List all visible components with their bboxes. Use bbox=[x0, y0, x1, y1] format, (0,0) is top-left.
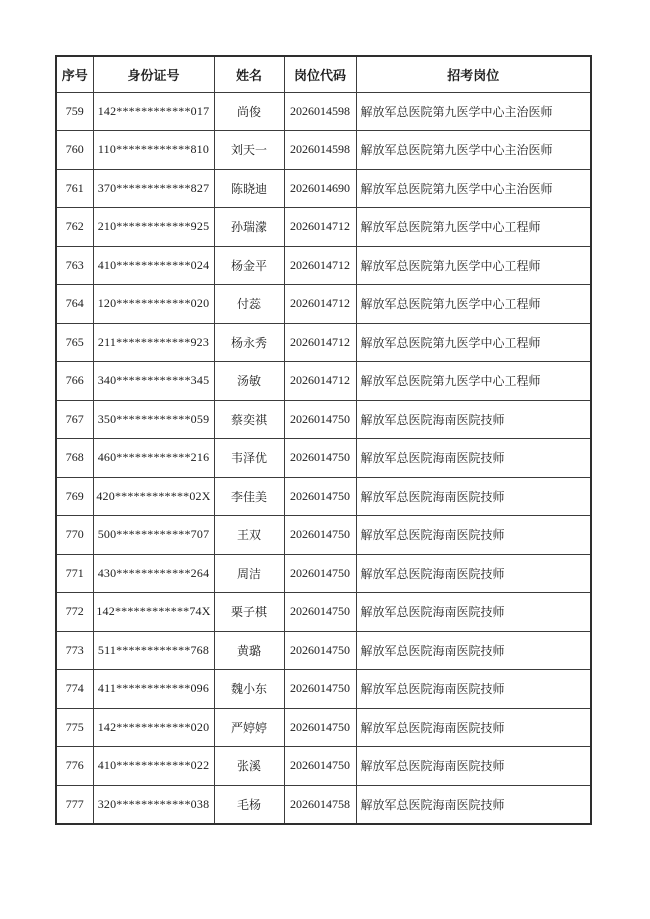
cell-name: 栗子棋 bbox=[214, 593, 284, 632]
cell-position: 解放军总医院海南医院技师 bbox=[356, 708, 591, 747]
header-cell-id: 身份证号 bbox=[93, 56, 214, 92]
cell-position: 解放军总医院海南医院技师 bbox=[356, 593, 591, 632]
cell-no: 772 bbox=[56, 593, 93, 632]
cell-id_number: 420************02X bbox=[93, 477, 214, 516]
table-row bbox=[56, 92, 591, 131]
cell-position: 解放军总医院海南医院技师 bbox=[356, 477, 591, 516]
table-row bbox=[56, 131, 591, 170]
cell-code: 2026014598 bbox=[284, 131, 356, 170]
cell-id_number: 142************74X bbox=[93, 593, 214, 632]
table-header-row bbox=[56, 56, 591, 92]
table-row bbox=[56, 670, 591, 709]
cell-name: 蔡奕祺 bbox=[214, 400, 284, 439]
cell-position: 解放军总医院海南医院技师 bbox=[356, 554, 591, 593]
cell-position: 解放军总医院海南医院技师 bbox=[356, 747, 591, 786]
cell-id_number: 142************020 bbox=[93, 708, 214, 747]
cell-id_number: 350************059 bbox=[93, 400, 214, 439]
cell-code: 2026014750 bbox=[284, 747, 356, 786]
cell-name: 周洁 bbox=[214, 554, 284, 593]
cell-position: 解放军总医院海南医院技师 bbox=[356, 670, 591, 709]
cell-no: 770 bbox=[56, 516, 93, 555]
cell-id_number: 370************827 bbox=[93, 169, 214, 208]
cell-id_number: 511************768 bbox=[93, 631, 214, 670]
cell-id_number: 142************017 bbox=[93, 92, 214, 131]
cell-no: 759 bbox=[56, 92, 93, 131]
cell-name: 陈晓迪 bbox=[214, 169, 284, 208]
cell-position: 解放军总医院第九医学中心主治医师 bbox=[356, 131, 591, 170]
cell-id_number: 210************925 bbox=[93, 208, 214, 247]
cell-code: 2026014750 bbox=[284, 670, 356, 709]
table-row bbox=[56, 323, 591, 362]
cell-id_number: 340************345 bbox=[93, 362, 214, 401]
cell-no: 769 bbox=[56, 477, 93, 516]
cell-code: 2026014750 bbox=[284, 708, 356, 747]
cell-name: 韦泽优 bbox=[214, 439, 284, 478]
table-row bbox=[56, 285, 591, 324]
table-row bbox=[56, 708, 591, 747]
table-row bbox=[56, 554, 591, 593]
cell-code: 2026014750 bbox=[284, 554, 356, 593]
cell-no: 761 bbox=[56, 169, 93, 208]
cell-code: 2026014750 bbox=[284, 593, 356, 632]
table-row bbox=[56, 747, 591, 786]
cell-name: 付蕊 bbox=[214, 285, 284, 324]
cell-no: 774 bbox=[56, 670, 93, 709]
cell-no: 777 bbox=[56, 785, 93, 824]
cell-name: 黄璐 bbox=[214, 631, 284, 670]
cell-code: 2026014712 bbox=[284, 246, 356, 285]
cell-code: 2026014690 bbox=[284, 169, 356, 208]
cell-code: 2026014758 bbox=[284, 785, 356, 824]
table-row bbox=[56, 516, 591, 555]
cell-no: 776 bbox=[56, 747, 93, 786]
cell-no: 771 bbox=[56, 554, 93, 593]
cell-name: 尚俊 bbox=[214, 92, 284, 131]
cell-name: 杨永秀 bbox=[214, 323, 284, 362]
cell-name: 杨金平 bbox=[214, 246, 284, 285]
cell-id_number: 411************096 bbox=[93, 670, 214, 709]
cell-name: 魏小东 bbox=[214, 670, 284, 709]
table-row bbox=[56, 246, 591, 285]
cell-id_number: 430************264 bbox=[93, 554, 214, 593]
cell-id_number: 410************022 bbox=[93, 747, 214, 786]
cell-position: 解放军总医院第九医学中心工程师 bbox=[356, 323, 591, 362]
cell-id_number: 500************707 bbox=[93, 516, 214, 555]
cell-no: 762 bbox=[56, 208, 93, 247]
cell-position: 解放军总医院第九医学中心主治医师 bbox=[356, 169, 591, 208]
cell-position: 解放军总医院第九医学中心主治医师 bbox=[356, 92, 591, 131]
cell-id_number: 460************216 bbox=[93, 439, 214, 478]
cell-code: 2026014750 bbox=[284, 631, 356, 670]
header-cell-no: 序号 bbox=[56, 56, 93, 92]
cell-name: 张溪 bbox=[214, 747, 284, 786]
cell-code: 2026014712 bbox=[284, 285, 356, 324]
cell-id_number: 410************024 bbox=[93, 246, 214, 285]
cell-no: 765 bbox=[56, 323, 93, 362]
table-row bbox=[56, 477, 591, 516]
cell-position: 解放军总医院第九医学中心工程师 bbox=[356, 362, 591, 401]
cell-name: 王双 bbox=[214, 516, 284, 555]
cell-position: 解放军总医院第九医学中心工程师 bbox=[356, 246, 591, 285]
candidate-table bbox=[55, 55, 592, 825]
cell-code: 2026014712 bbox=[284, 323, 356, 362]
cell-name: 李佳美 bbox=[214, 477, 284, 516]
table-row bbox=[56, 631, 591, 670]
cell-id_number: 320************038 bbox=[93, 785, 214, 824]
cell-no: 766 bbox=[56, 362, 93, 401]
header-cell-name: 姓名 bbox=[214, 56, 284, 92]
cell-code: 2026014712 bbox=[284, 208, 356, 247]
cell-name: 刘天一 bbox=[214, 131, 284, 170]
cell-position: 解放军总医院海南医院技师 bbox=[356, 631, 591, 670]
table-row bbox=[56, 208, 591, 247]
header-cell-code: 岗位代码 bbox=[284, 56, 356, 92]
cell-no: 760 bbox=[56, 131, 93, 170]
cell-position: 解放军总医院海南医院技师 bbox=[356, 516, 591, 555]
cell-name: 孙瑞濛 bbox=[214, 208, 284, 247]
cell-position: 解放军总医院第九医学中心工程师 bbox=[356, 285, 591, 324]
cell-code: 2026014750 bbox=[284, 400, 356, 439]
cell-id_number: 110************810 bbox=[93, 131, 214, 170]
cell-code: 2026014750 bbox=[284, 477, 356, 516]
cell-name: 严婷婷 bbox=[214, 708, 284, 747]
cell-code: 2026014750 bbox=[284, 439, 356, 478]
cell-id_number: 120************020 bbox=[93, 285, 214, 324]
cell-position: 解放军总医院海南医院技师 bbox=[356, 439, 591, 478]
cell-no: 764 bbox=[56, 285, 93, 324]
cell-no: 763 bbox=[56, 246, 93, 285]
cell-code: 2026014598 bbox=[284, 92, 356, 131]
cell-no: 767 bbox=[56, 400, 93, 439]
table-row bbox=[56, 593, 591, 632]
cell-code: 2026014712 bbox=[284, 362, 356, 401]
cell-position: 解放军总医院第九医学中心工程师 bbox=[356, 208, 591, 247]
table-row bbox=[56, 439, 591, 478]
table-row bbox=[56, 362, 591, 401]
table-row bbox=[56, 785, 591, 824]
cell-no: 773 bbox=[56, 631, 93, 670]
cell-position: 解放军总医院海南医院技师 bbox=[356, 400, 591, 439]
cell-no: 768 bbox=[56, 439, 93, 478]
table-row bbox=[56, 169, 591, 208]
table-row bbox=[56, 400, 591, 439]
cell-name: 毛杨 bbox=[214, 785, 284, 824]
cell-no: 775 bbox=[56, 708, 93, 747]
cell-name: 汤敏 bbox=[214, 362, 284, 401]
cell-id_number: 211************923 bbox=[93, 323, 214, 362]
header-cell-position: 招考岗位 bbox=[356, 56, 591, 92]
cell-code: 2026014750 bbox=[284, 516, 356, 555]
cell-position: 解放军总医院海南医院技师 bbox=[356, 785, 591, 824]
